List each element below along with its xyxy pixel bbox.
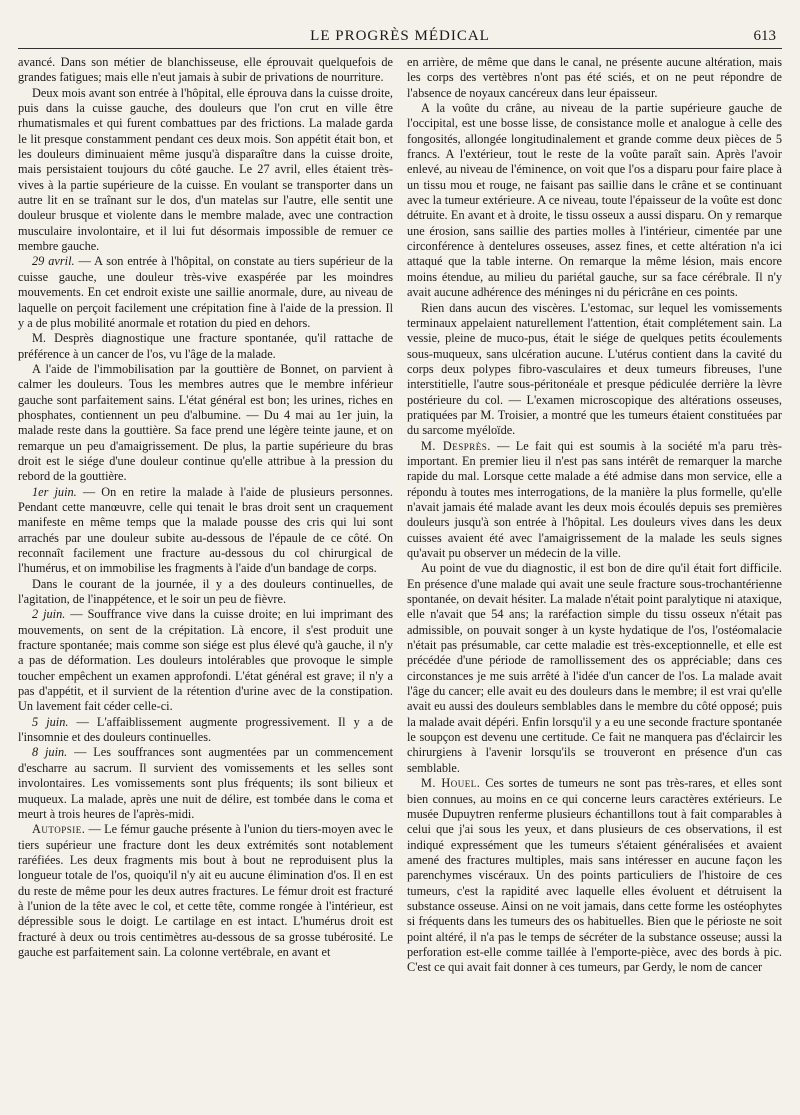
paragraph xyxy=(407,561,782,776)
paragraph-text: Au point de vue du diagnostic, il est bon de dire qu'il était fort difficile. En présence d'une malade qui avait une seule fracture sous-trochantérienne spontanée, on devait hésiter. La malade n'était point paralytique ni ataxique, elle n'avait que 54 ans; la raréfaction simple du tissu osseux n'était pas admissible, on pouvait songer à un kyste hydatique de l'os, l'ostéomalacie n'était pas présumable, car cette maladie est très-exceptionnelle, et elle est précédée d'une période de ramollissement des os appréciable; dans ces circonstances je me suis arrêté à l'idée d'un cancer de l'os. La malade avait l'âge du cancer; elle avait eu des douleurs dans le membre; il est vrai qu'elle avait eu aussi des douleurs semblables dans le membre du côté opposé; puis la malade avait dépéri. Enfin lorsqu'il y a eu une seconde fracture spontanée le soupçon est devenu une certitude. Ce fait ne manquera pas d'éclaircir les chirurgiens à l'avenir lorsqu'ils se trouveront en présence d'un cas semblable. xyxy=(407,561,782,775)
date-lead: 8 juin. xyxy=(32,745,68,760)
paragraph-text: Deux mois avant son entrée à l'hôpital, elle éprouva dans la cuisse droite, puis dans la cuisse gauche, des douleurs que l'on crut en ville être rhumatismales et qui furent combattues par des frictions. La malade garda le lit presque constamment pendant ces deux mois. Son appétit était bon, et les douleurs diminuaient même jusqu'à disparaître dans la cuisse droite, mais persistaient toujours du côté gauche. Le 27 avril, elles étaient très-vives à la partie supérieure de la cuisse. En voulant se transporter dans un autre lit en se traînant sur le dos, d'un matelas sur l'autre, elle sentit une douleur brusque et violente dans le membre malade, avec une contraction musculaire involontaire, et il lui fut désormais impossible de remuer ce membre gauche. xyxy=(18,85,393,254)
speaker-lead: Autopsie. xyxy=(32,822,86,837)
page-number: 613 xyxy=(753,28,776,44)
paragraph-text: A la voûte du crâne, au niveau de la partie supérieure gauche de l'occipital, est une bosse lisse, de consistance molle et analogue à celle des fongosités, allongée longitudinalement et grande comme deux pièces de 5 francs. A l'extérieur, tout le reste de la voûte paraît sain. Après l'avoir enlevé, au niveau de l'éminence, on voit que l'os a disparu pour faire place à un tissu mou et rouge, ne faisant pas saillie dans le crâne et se continuant avec la tumeur extérieure. A ce niveau, toute l'épaisseur de la voûte est donc détruite. En avant et à droite, le tissu osseux a aussi disparu. On y remarque une érosion, sans saillie des parties molles à l'intérieur, cimentée par une circonférence à dentelures osseuses, assez fines, et cette altération n'a ici attaqué que la table interne. On remarque la même lésion, mais encore moins étendue, au milieu du pariétal gauche, sur sa face cérébrale. Il n'y avait aucune adhérence des méninges ni du péricrâne en ces points. xyxy=(407,101,782,300)
paragraph-text: Ces sortes de tumeurs ne sont pas très-rares, et elles sont bien connues, au moins en ce qui concerne leurs caractères extérieurs. Le musée Dupuytren renferme plusieurs échantillons tout à fait comparables à celui que j'ai sous les yeux, et dans plusieurs de ces observations, il est indiqué expressément que les tumeurs s'étaient généralisées et avaient amené des fractures multiples, mais sans intéresser en aucune façon les parenchymes viscéraux. Un des points particuliers de l'histoire de ces tumeurs, c'est la rapidité avec laquelle elles évoluent et détruisent la substance osseuse. Ainsi on ne voit jamais, dans cette forme les ostéophytes si fréquents dans les tumeurs des os habituelles. Bien que le périoste ne soit point altéré, il n'a pas le temps de sécréter de la substance osseuse; aussi la perforation est-elle comme taillée à l'emporte-pièce, avec des bords à pic. C'est ce qui avait fait donner à ces tumeurs, par Gerdy, le nom de cancer xyxy=(407,776,782,975)
paragraph xyxy=(18,254,393,331)
paragraph xyxy=(18,55,393,86)
journal-title: LE PROGRÈS MÉDICAL xyxy=(310,28,490,44)
paragraph-text: A l'aide de l'immobilisation par la gouttière de Bonnet, on parvient à calmer les douleurs. Tous les membres autres que le membre inférieur gauche sont parfaitement sains. L'état général est bon; les urines, riches en phosphates, contiennent un peu d'albumine. — Du 4 mai au 1er juin, la malade reste dans la gouttière. Sa face prend une légère teinte jaune, et on remarque un peu d'amaigrissement. De plus, la partie supérieure du bras droit est le siége d'une douleur continue qu'elle attribue à la pression du rebord de la gouttière. xyxy=(18,361,393,484)
paragraph-text: — On en retire la malade à l'aide de plusieurs personnes. Pendant cette manœuvre, celle qui tenait le bras droit sent un craquement manifeste en même temps que la malade pousse des cris qui lui sont arrachés par une douleur subite au-dessous de l'épaule de ce côté. On reconnaît facilement une fracture au-dessous du col chirurgical de l'humérus, et on immobilise les fragments à l'aide d'un bandage de corps. xyxy=(18,484,393,576)
paragraph xyxy=(18,86,393,255)
date-lead: 29 avril. xyxy=(32,254,75,269)
paragraph xyxy=(18,331,393,362)
paragraph-text: Dans le courant de la journée, il y a des douleurs continuelles, de l'agitation, de l'inappétence, et le soir un peu de fièvre. xyxy=(18,576,393,607)
paragraph-text: — A son entrée à l'hôpital, on constate au tiers supérieur de la cuisse gauche, une douleur très-vive exaspérée par les moindres mouvements. En cet endroit existe une saillie anormale, dure, au niveau de laquelle on perçoit facilement une crépitation fine à l'aide de la pression. Il y a de plus mobilité anormale et rotation du pied en dehors. xyxy=(18,254,393,330)
date-lead: 1er juin. xyxy=(32,484,77,499)
text-columns xyxy=(18,55,782,1115)
paragraph xyxy=(407,439,782,562)
speaker-lead: M. Houel. xyxy=(421,776,481,791)
paragraph-text: M. Desprès diagnostique une fracture spontanée, qu'il rattache de préférence à un cancer de l'os, vu l'âge de la malade. xyxy=(18,331,393,361)
paragraph-text: Rien dans aucun des viscères. L'estomac, sur lequel les vomissements terminaux appelaient naturellement l'attention, était complétement sain. La vessie, pleine de muco-pus, était le siége de quelques petits écoulements sous-muqueux, sans ulcération aucune. L'utérus contient dans la cavité du corps deux polypes fibro-vasculaires et deux tumeurs fibreuses, l'une interstitielle, l'autre sous-péritonéale et presque pédiculée derrière la lèvre postérieure du col. — L'examen microscopique des altérations osseuses, pratiquées par M. Troisier, a montré que les tumeurs étaient constituées par du sarcome myéloïde. xyxy=(407,300,782,438)
paragraph xyxy=(407,301,782,439)
paragraph xyxy=(407,55,782,101)
paragraph xyxy=(407,776,782,975)
left-column xyxy=(18,55,393,1115)
paragraph-text: — Le fémur gauche présente à l'union du tiers-moyen avec le tiers supérieur une fracture dont les deux extrémités sont notablement raréfiées. Les deux fragments mis bout à bout ne reproduisent plus la longueur totale de l'os, quoiqu'il n'y ait eu aucune élimination d'os. Il en est du reste de même pour les deux autres fractures. Le fémur droit est fracturé à l'union de la tête avec le col, et cette tête, comme rongée à l'intérieur, est dépressible sous le doigt. Le cartilage en est intact. L'humérus droit est fracturé à deux ou trois centimètres au-dessous de sa grosse tubérosité. Le gauche est parfaitement sain. La colonne vertébrale, en avant et xyxy=(18,822,393,959)
paragraph-text: — Les souffrances sont augmentées par un commencement d'escharre au sacrum. Il survient des vomissements et les selles sont involontaires. Les vomissements sont plus fréquents; ils sont bilieux et muqueux. La malade, après une nuit de délire, est tombée dans le coma et meurt à trois heures de l'après-midi. xyxy=(18,745,393,821)
paragraph xyxy=(18,362,393,485)
date-lead: 2 juin. xyxy=(32,607,66,622)
paragraph-text: — Souffrance vive dans la cuisse droite; en lui imprimant des mouvements, on sent de la crépitation. Là encore, il s'est produit une fracture spontanée; mais comme son siége est plus élevé qu'à gauche, il n'y a pas de déformation. Les douleurs intolérables que provoque le simple toucher empêchent un examen approfondi. L'état général est grave; il n'y a pas d'appétit, et il survient de la rétention d'urine avec de la constipation. Un lavement fait céder celle-ci. xyxy=(18,607,393,714)
paragraph-text: avancé. Dans son métier de blanchisseuse, elle éprouvait quelquefois de grandes fatigues; mais elle n'eut jamais à subir de privations de nourriture. xyxy=(18,55,393,85)
paragraph-text: — Le fait qui est soumis à la société m'a paru très-important. En premier lieu il n'est pas sans intérêt de remarquer la marche rapide du mal. Lorsque cette malade a été admise dans mon service, elle a répondu à toutes mes interrogations, de la manière la plus formelle, qu'elle n'avait jamais été malade avant les deux mois écoulés depuis ses premières douleurs jusqu'à son entrée à l'hôpital. Les douleurs vives dans les deux cuisses avaient été avec l'amaigrissement de la malade les seuls signes qu'avait pu observer un médecin de la ville. xyxy=(407,438,782,560)
paragraph xyxy=(18,485,393,577)
paragraph xyxy=(407,101,782,300)
paragraph-text: en arrière, de même que dans le canal, ne présente aucune altération, mais les corps des vertèbres n'ont pas été sciés, et on ne peut répondre de l'absence de noyaux cancéreux dans leur épaisseur. xyxy=(407,55,782,100)
date-lead: 5 juin. xyxy=(32,714,69,729)
paragraph xyxy=(18,745,393,822)
paragraph xyxy=(18,822,393,960)
running-header xyxy=(18,26,782,49)
paragraph-text: — L'affaiblissement augmente progressivement. Il y a de l'insomnie et des douleurs continuelles. xyxy=(18,714,393,745)
right-column xyxy=(407,55,782,1115)
speaker-lead: M. Desprès. xyxy=(421,438,491,453)
paragraph xyxy=(18,607,393,714)
paragraph xyxy=(18,715,393,746)
paragraph xyxy=(18,577,393,608)
